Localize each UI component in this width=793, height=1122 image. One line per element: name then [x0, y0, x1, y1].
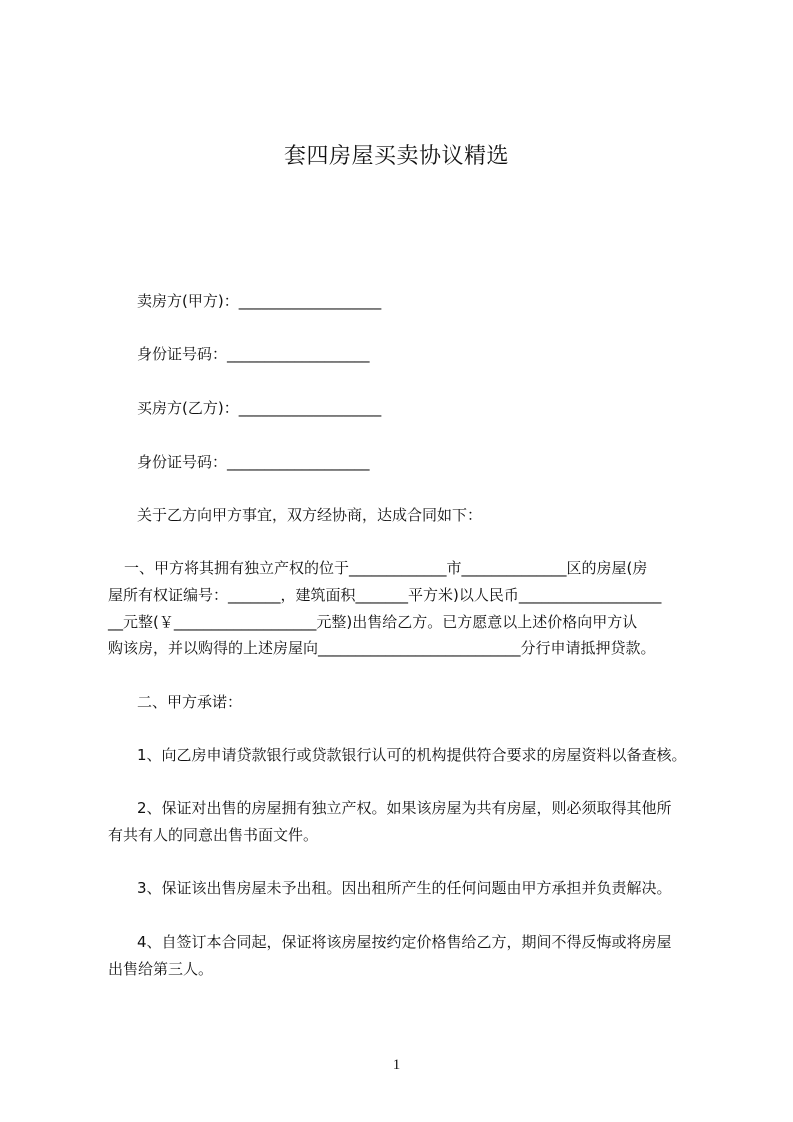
commitment-item-2-line-1: 2、保证对出售的房屋拥有独立产权。如果该房屋为共有房屋，则必须取得其他所: [137, 799, 672, 817]
buyer-id-field: 身份证号码：___________________: [137, 453, 370, 471]
commitment-item-2-line-2: 有共有人的同意出售书面文件。: [108, 826, 319, 844]
clause-one-line-3: __元整(￥___________________元整)出售给乙方。已方愿意以上述价格向甲方认: [108, 613, 638, 631]
document-title: 套四房屋买卖协议精选: [283, 144, 509, 169]
agreement-intro: 关于乙方向甲方事宜，双方经协商，达成合同如下：: [137, 506, 483, 524]
seller-field: 卖房方(甲方)：___________________: [137, 292, 382, 310]
buyer-field: 买房方(乙方)：___________________: [137, 399, 382, 417]
page-number: 1: [392, 1057, 401, 1073]
seller-id-field: 身份证号码：___________________: [137, 345, 370, 363]
clause-one-line-4: 购该房，并以购得的上述房屋向___________________________分行申请抵押贷款。: [108, 639, 656, 657]
clause-one-line-2: 屋所有权证编号：_______，建筑面积_______平方米)以人民币___________________: [108, 586, 662, 604]
clause-one-line-1: 一、甲方将其拥有独立产权的位于_____________市______________区的房屋(房: [124, 559, 648, 577]
commitment-item-4-line-1: 4、自签订本合同起，保证将该房屋按约定价格售给乙方，期间不得反悔或将房屋: [137, 933, 672, 951]
commitment-item-3: 3、保证该出售房屋未予出租。因出租所产生的任何问题由甲方承担并负责解决。: [137, 879, 672, 897]
commitment-item-1: 1、向乙房申请贷款银行或贷款银行认可的机构提供符合要求的房屋资料以备查核。: [137, 746, 687, 764]
commitment-item-4-line-2: 出售给第三人。: [108, 960, 214, 978]
clause-two-heading: 二、甲方承诺：: [137, 693, 243, 711]
